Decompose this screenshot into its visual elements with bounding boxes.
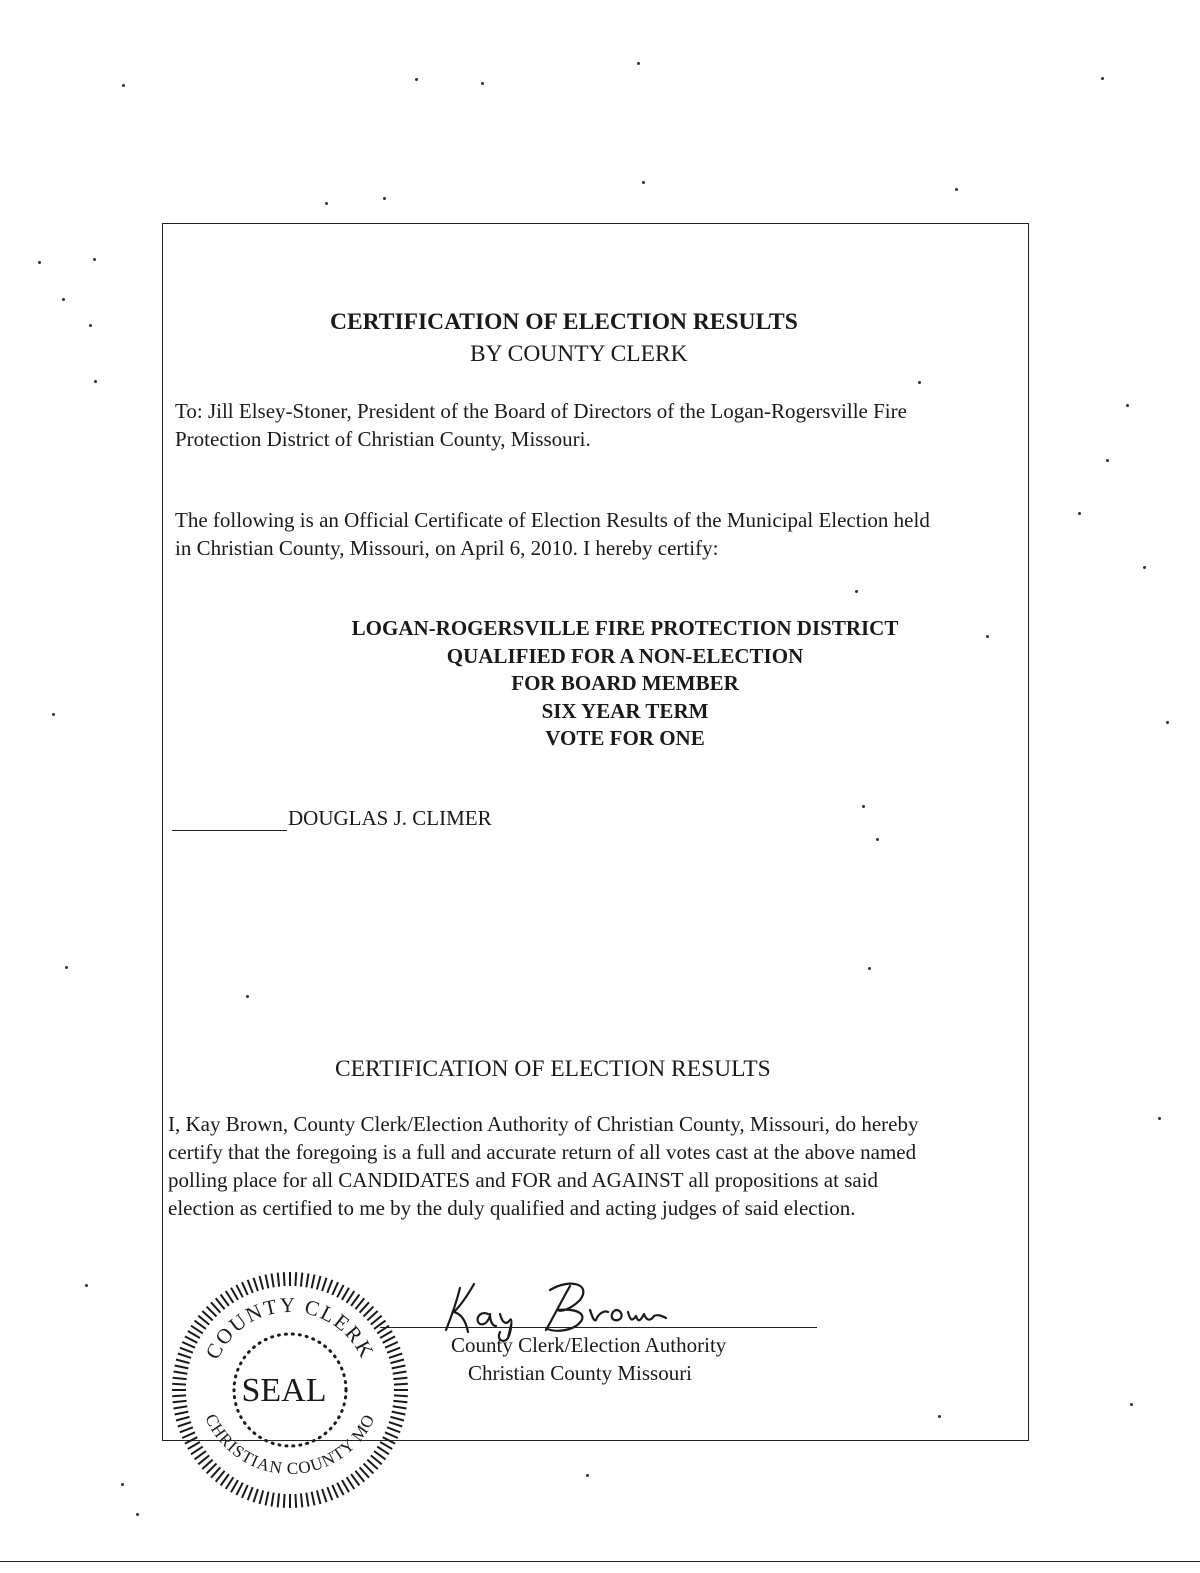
race-district: LOGAN-ROGERSVILLE FIRE PROTECTION DISTRICT: [351, 616, 899, 640]
seal-tick: [178, 1354, 191, 1358]
seal-tick: [195, 1321, 206, 1329]
seal-tick: [175, 1366, 189, 1369]
seal-tick: [180, 1348, 193, 1353]
seal-bottom-text: CHRISTIAN COUNTY MO: [201, 1410, 379, 1479]
seal-tick: [322, 1278, 326, 1291]
seal-tick: [393, 1401, 407, 1402]
statement-line-1: I, Kay Brown, County Clerk/Election Authority of Christian County, Missouri, do hereby: [168, 1112, 919, 1136]
seal-tick: [248, 1487, 253, 1500]
seal-tick: [176, 1360, 190, 1364]
seal-tick: [389, 1422, 402, 1426]
seal-tick: [284, 1272, 285, 1286]
seal-tick: [342, 1288, 349, 1300]
seal-tick: [392, 1366, 406, 1369]
seal-tick: [391, 1417, 405, 1421]
scan-speck: [415, 78, 418, 81]
seal-tick: [226, 1477, 234, 1489]
seal-tick: [351, 1295, 359, 1306]
seal-tick: [295, 1272, 296, 1286]
signer-title-line-2: Christian County Missouri: [468, 1361, 693, 1385]
seal-tick: [342, 1480, 349, 1492]
addressee-line-1: To: Jill Elsey-Stoner, President of the Board of Directors of the Logan-Rogersville Fire: [175, 399, 907, 423]
seal-tick: [236, 1483, 242, 1495]
candidate-name: DOUGLAS J. CLIMER: [288, 806, 492, 830]
seal-tick: [385, 1432, 398, 1438]
scan-speck: [94, 380, 97, 383]
scan-speck: [121, 1483, 124, 1486]
seal-tick: [301, 1493, 302, 1507]
seal-tick: [377, 1447, 389, 1455]
scan-speck: [85, 1284, 88, 1287]
scan-speck: [93, 258, 96, 261]
scan-speck: [586, 1474, 589, 1477]
seal-tick: [394, 1395, 408, 1396]
seal-tick: [242, 1485, 248, 1498]
seal-tick: [391, 1360, 405, 1364]
scan-speck: [89, 324, 92, 327]
seal-tick: [306, 1493, 308, 1507]
seal-tick: [278, 1273, 279, 1287]
seal-tick: [182, 1342, 195, 1348]
seal-tick: [191, 1447, 203, 1455]
seal-tick: [383, 1437, 395, 1443]
race-term: SIX YEAR TERM: [541, 698, 709, 723]
seal-tick: [266, 1492, 269, 1506]
seal-tick: [185, 1437, 197, 1443]
seal-tick: [387, 1348, 400, 1353]
seal-tick: [387, 1427, 400, 1432]
seal-tick: [231, 1288, 238, 1300]
race-qualification: QUALIFIED FOR A NON-ELECTION: [446, 643, 804, 668]
scan-speck: [1143, 566, 1146, 569]
seal-tick: [347, 1291, 355, 1303]
seal-tick: [226, 1291, 234, 1303]
seal-tick: [172, 1384, 186, 1385]
seal-tick: [174, 1372, 188, 1374]
seal-tick: [248, 1280, 253, 1293]
scan-speck: [1126, 404, 1129, 407]
svg-text:CHRISTIAN COUNTY MO: [201, 1411, 378, 1478]
scan-speck: [38, 261, 41, 264]
page-bottom-rule: [0, 1561, 1200, 1562]
seal-tick: [332, 1282, 338, 1295]
vote-blank-line: [172, 830, 287, 831]
seal-tick: [260, 1491, 264, 1505]
seal-tick: [380, 1442, 392, 1449]
seal-tick: [272, 1274, 274, 1288]
scan-speck: [122, 84, 125, 87]
seal-tick: [383, 1336, 395, 1342]
scan-speck: [637, 62, 640, 65]
statement-line-2: certify that the foregoing is a full and accurate return of all votes cast at the above named: [168, 1140, 917, 1164]
race-block: [275, 615, 975, 753]
seal-tick: [172, 1395, 186, 1396]
document-subtitle: BY COUNTY CLERK: [470, 341, 688, 367]
seal-center-text: SEAL: [241, 1372, 327, 1409]
seal-tick: [188, 1442, 200, 1449]
seal-tick: [173, 1378, 187, 1379]
seal-tick: [178, 1422, 191, 1426]
scan-speck: [325, 202, 328, 205]
addressee-line-2: Protection District of Christian County, Missouri.: [175, 427, 591, 451]
seal-tick: [301, 1273, 302, 1287]
seal-tick: [221, 1295, 229, 1306]
seal-tick: [174, 1406, 188, 1408]
seal-tick: [393, 1406, 407, 1408]
signer-title-line-1: County Clerk/Election Authority: [451, 1333, 727, 1357]
document-title: CERTIFICATION OF ELECTION RESULTS: [330, 309, 798, 335]
seal-tick: [278, 1493, 279, 1507]
seal-tick: [327, 1487, 332, 1500]
seal-tick: [389, 1354, 402, 1358]
seal-tick: [322, 1489, 326, 1502]
seal-tick: [295, 1494, 296, 1508]
scan-speck: [383, 197, 386, 200]
seal-tick: [327, 1280, 332, 1293]
seal-tick: [332, 1485, 338, 1498]
seal-tick: [377, 1326, 389, 1334]
scan-speck: [481, 82, 484, 85]
race-vote-instruction: VOTE FOR ONE: [545, 726, 705, 750]
seal-tick: [195, 1451, 206, 1459]
seal-tick: [392, 1412, 406, 1415]
seal-tick: [176, 1417, 190, 1421]
seal-tick: [175, 1412, 189, 1415]
seal-tick: [306, 1274, 308, 1288]
seal-tick: [312, 1492, 315, 1506]
intro-line-1: The following is an Official Certificate of Election Results of the Municipal Election held: [175, 508, 930, 532]
scan-speck: [1101, 77, 1104, 80]
seal-tick: [374, 1451, 385, 1459]
seal-tick: [317, 1491, 321, 1505]
seal-tick: [393, 1372, 407, 1374]
seal-tick: [188, 1331, 200, 1338]
seal-tick: [312, 1275, 315, 1289]
seal-tick: [317, 1276, 321, 1290]
scan-speck: [1078, 512, 1081, 515]
seal-tick: [254, 1278, 258, 1291]
seal-tick: [173, 1401, 187, 1402]
seal-tick: [180, 1427, 193, 1432]
seal-tick: [182, 1432, 195, 1438]
seal-tick: [337, 1285, 343, 1297]
scan-speck: [52, 713, 55, 716]
seal-tick: [236, 1285, 242, 1297]
scan-speck: [1166, 721, 1169, 724]
seal-tick: [374, 1321, 385, 1329]
seal-tick: [242, 1282, 248, 1295]
seal-tick: [266, 1275, 269, 1289]
seal-tick: [221, 1474, 229, 1485]
seal-tick: [260, 1276, 264, 1290]
seal-tick: [347, 1477, 355, 1489]
signature-line: [380, 1327, 817, 1328]
seal-tick: [351, 1474, 359, 1485]
seal-tick: [337, 1483, 343, 1495]
scan-speck: [1106, 459, 1109, 462]
seal-tick: [380, 1331, 392, 1338]
scan-speck: [642, 181, 645, 184]
scan-speck: [65, 966, 68, 969]
scan-speck: [955, 188, 958, 191]
seal-tick: [254, 1489, 258, 1502]
race-office: FOR BOARD MEMBER: [511, 671, 739, 695]
scan-speck: [62, 298, 65, 301]
county-clerk-seal: [170, 1270, 410, 1510]
seal-tick: [191, 1326, 203, 1334]
scan-speck: [136, 1513, 139, 1516]
seal-tick: [394, 1384, 408, 1385]
intro-line-2: in Christian County, Missouri, on April 6, 2010. I hereby certify:: [175, 536, 719, 560]
seal-tick: [272, 1493, 274, 1507]
seal-top-text: COUNTY CLERK: [200, 1292, 380, 1363]
scan-speck: [1130, 1403, 1133, 1406]
seal-tick: [385, 1342, 398, 1348]
seal-tick: [393, 1378, 407, 1379]
statement-line-4: election as certified to me by the duly qualified and acting judges of said election.: [168, 1196, 856, 1220]
statement-line-3: polling place for all CANDIDATES and FOR and AGAINST all propositions at said: [168, 1168, 879, 1192]
seal-tick: [284, 1494, 285, 1508]
seal-tick: [185, 1336, 197, 1342]
scan-speck: [1158, 1117, 1161, 1120]
seal-tick: [231, 1480, 238, 1492]
certification-heading: CERTIFICATION OF ELECTION RESULTS: [335, 1056, 771, 1082]
